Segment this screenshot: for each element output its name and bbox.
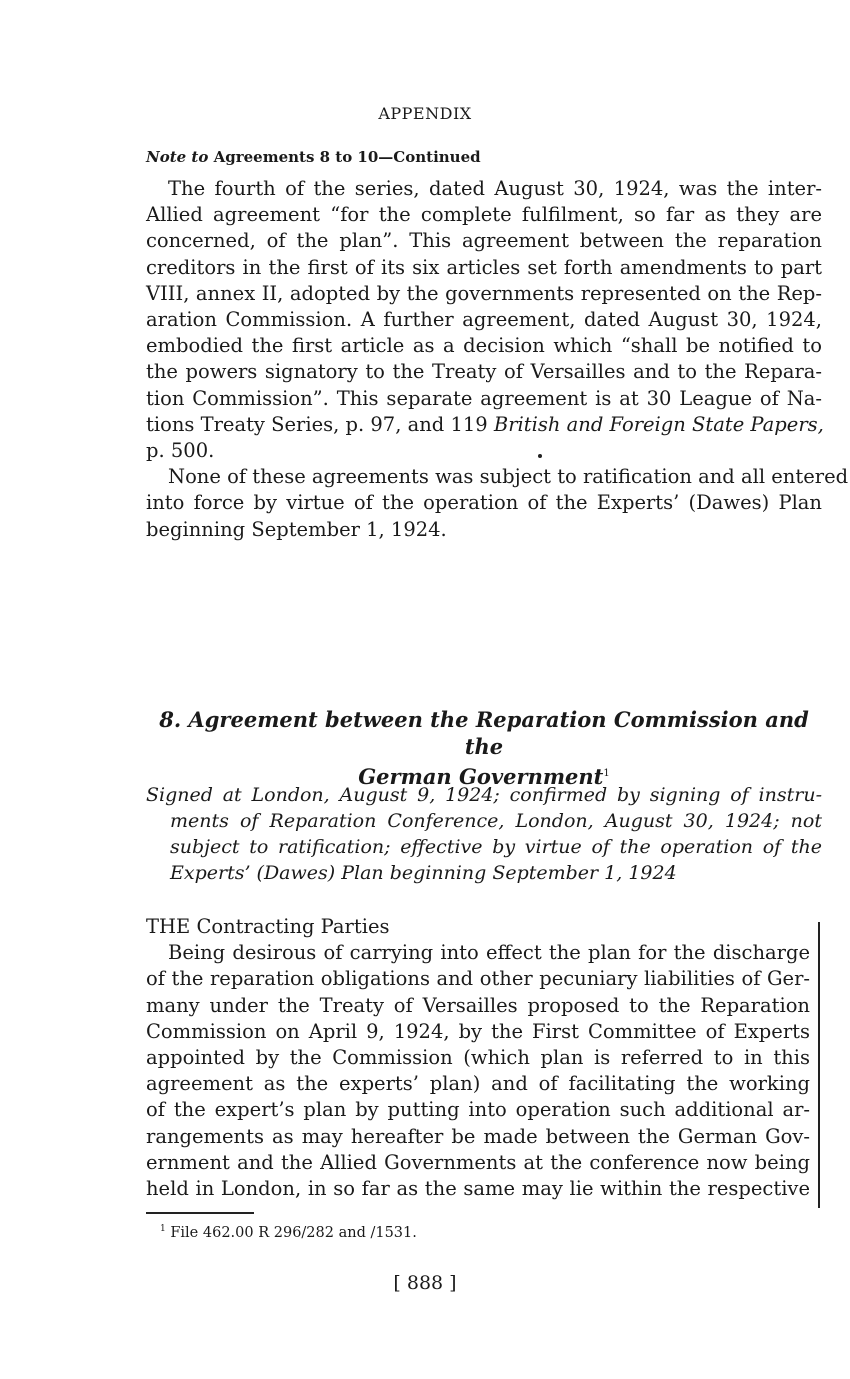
contract-line: Commission on April 9, 1924, by the First Committee of Experts — [146, 1019, 810, 1043]
agreement-title-line-1: 8. Agreement between the Reparation Commission and the — [159, 707, 809, 759]
note-paragraph-2-last: beginning September 1, 1924. — [146, 517, 447, 541]
note-line: tion Commission”. This separate agreement is at 30 League of Na- — [146, 386, 822, 410]
contract-line: many under the Treaty of Versailles proposed to the Reparation — [146, 993, 810, 1017]
note-line-11: p. 500. — [146, 439, 215, 463]
agreement-title — [146, 706, 822, 790]
subtitle-line: subject to ratification; effective by virtue of the operation of the — [170, 836, 822, 858]
note-line-10-text: tions Treaty Series, p. 97, and 119 — [146, 412, 494, 436]
ink-speck — [538, 454, 542, 458]
footnote-rule — [146, 1212, 254, 1214]
note-line: the powers signatory to the Treaty of Versailles and to the Repara- — [146, 360, 822, 384]
note-body — [146, 176, 849, 543]
contract-line: Being desirous of carrying into effect the plan for the discharge — [168, 941, 810, 965]
footnote — [160, 1224, 417, 1241]
contract-body — [146, 914, 810, 1202]
note-line: concerned, of the plan”. This agreement between the reparation — [146, 229, 822, 253]
subtitle-line: Signed at London, August 9, 1924; confirmed by signing of instru- — [146, 784, 822, 806]
contract-line: rangements as may hereafter be made between the German Gov- — [146, 1124, 810, 1148]
note-heading-italic: Note to — [146, 148, 209, 166]
note-heading-text: Agreements 8 to 10—Continued — [213, 148, 481, 166]
note-line: aration Commission. A further agreement, dated August 30, 1924, — [146, 308, 822, 332]
note-line-10-italic: British and Foreign State Papers, — [493, 412, 824, 436]
note-line: VIII, annex II, adopted by the governments represented on the Rep- — [146, 281, 822, 305]
note-line: Allied agreement “for the complete fulfilment, so far as they are — [146, 203, 822, 227]
contract-line: ernment and the Allied Governments at the conference now being — [146, 1150, 810, 1174]
contract-paragraph — [146, 940, 810, 1202]
contract-line: appointed by the Commission (which plan is referred to in this — [146, 1046, 810, 1070]
note-heading — [146, 148, 481, 166]
subtitle-line: Experts’ (Dawes) Plan beginning September 1, 1924 — [170, 862, 677, 884]
note-line: None of these agreements was subject to ratification and all entered — [168, 465, 849, 489]
note-line: embodied the first article as a decision which “shall be notified to — [146, 334, 822, 358]
note-paragraph-2 — [146, 464, 849, 516]
contract-line: of the expert’s plan by putting into operation such additional ar- — [146, 1098, 810, 1122]
contract-line: of the reparation obligations and other pecuniary liabilities of Ger- — [146, 967, 810, 991]
note-line: into force by virtue of the operation of the Experts’ (Dawes) Plan — [146, 491, 822, 515]
footnote-mark: 1 — [160, 1224, 166, 1234]
footnote-marker: 1 — [603, 768, 610, 779]
running-head: APPENDIX — [378, 104, 472, 123]
contract-line: agreement as the experts’ plan) and of facilitating the working — [146, 1072, 810, 1096]
note-paragraph-1 — [146, 176, 822, 412]
subtitle-line: ments of Reparation Conference, London, August 30, 1924; not — [170, 810, 822, 832]
page-number: [ 888 ] — [393, 1272, 457, 1294]
note-line-10 — [146, 412, 822, 438]
note-line: The fourth of the series, dated August 30, 1924, was the inter- — [168, 177, 822, 200]
contract-heading: THE Contracting Parties — [146, 915, 390, 938]
footnote-text: File 462.00 R 296/282 and /1531. — [170, 1224, 417, 1241]
contract-line: held in London, in so far as the same may lie within the respective — [146, 1177, 810, 1201]
agreement-subtitle — [146, 782, 822, 886]
note-line: creditors in the first of its six articles set forth amendments to part — [146, 255, 822, 279]
margin-rule — [818, 922, 820, 1208]
agreement-title-line-2-text: German Government — [358, 764, 604, 789]
